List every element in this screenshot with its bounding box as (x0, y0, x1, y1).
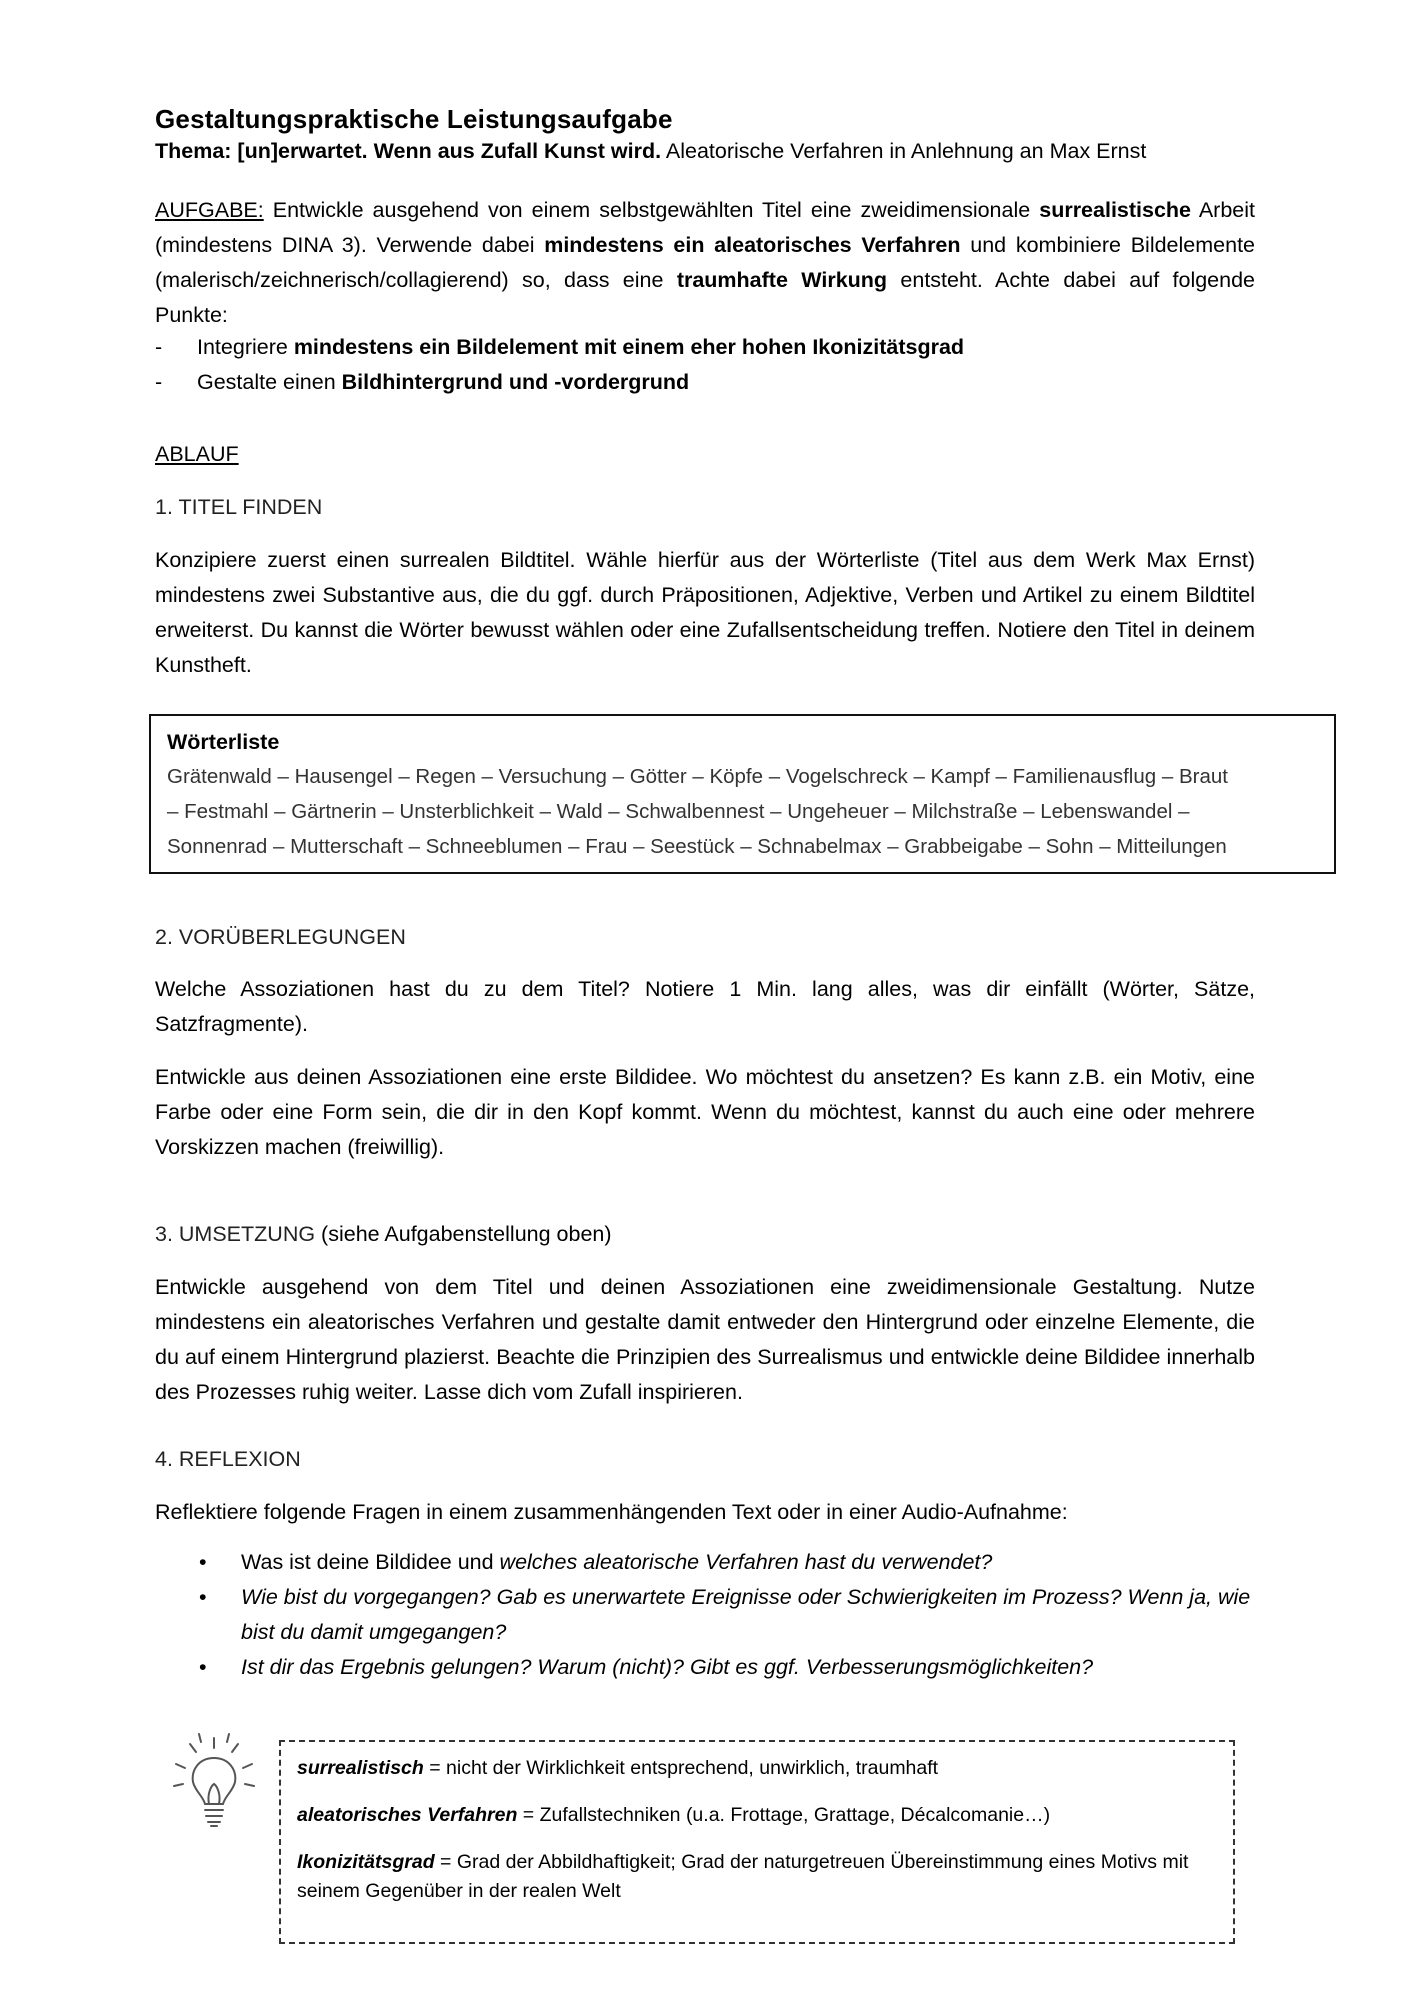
point-bold: mindestens ein Bildelement mit einem eher hohen Ikonizitätsgrad (293, 335, 965, 359)
definition-text: = nicht der Wirklichkeit entsprechend, unwirklich, traumhaft (423, 1757, 939, 1779)
dash-marker: - (155, 370, 163, 394)
question-text: Was ist deine Bildidee und (241, 1550, 500, 1574)
definition-text: = Grad der Abbildhaftigkeit; Grad der naturgetreuen Übereinstimmung eines Motivs mit seinem Gegenüber in der realen Welt (297, 1851, 1189, 1902)
list-item (155, 1580, 1255, 1650)
section-heading-reflexion: 4. REFLEXION (155, 1447, 301, 1471)
wordlist-line: Grätenwald – Hausengel – Regen – Versuchung – Götter – Köpfe – Vogelschreck – Kampf – Familienausflug – Braut (167, 765, 1228, 788)
section-heading-umsetzung: 3. UMSETZUNG (155, 1222, 316, 1246)
reflexion-questions (155, 1545, 1255, 1685)
task-text-3: und kombiniere Bildelemente (malerisch/zeichnerisch/collagierend) so, dass eine (155, 233, 1256, 292)
list-item (155, 1650, 1255, 1685)
point-text: Gestalte einen (197, 370, 342, 394)
task-bold-3: traumhafte Wirkung (676, 268, 888, 292)
definition-item (297, 1848, 1217, 1906)
definitions-box (279, 1740, 1235, 1944)
theme-line (155, 139, 1146, 164)
task-text-2: Arbeit (mindestens DINA 3). Verwende dabei (155, 198, 1256, 257)
section-umsetzung-note: (siehe Aufgabenstellung oben) (315, 1222, 612, 1246)
section-reflexion-intro: Reflektiere folgende Fragen in einem zusammenhängenden Text oder in einer Audio-Aufnahme: (155, 1500, 1068, 1524)
lightbulb-icon (171, 1728, 257, 1838)
question-italic: Ist dir das Ergebnis gelungen? Warum (nicht)? Gibt es ggf. Verbesserungsmöglichkeiten? (241, 1655, 1094, 1679)
task-bold-1: surrealistische (1039, 198, 1192, 222)
point-bold: Bildhintergrund und -vordergrund (341, 370, 690, 394)
bullet-marker: • (199, 1655, 207, 1679)
definition-term: surrealistisch (297, 1757, 424, 1779)
section-heading-umsetzung-line (155, 1217, 612, 1252)
task-bold-2: mindestens ein aleatorisches Verfahren (544, 233, 961, 257)
wordlist-box (149, 714, 1336, 874)
task-points (155, 330, 1255, 400)
ablauf-heading: ABLAUF (155, 442, 239, 466)
point-text: Integriere (197, 335, 294, 359)
list-item (155, 330, 1255, 365)
wordlist-title: Wörterliste (167, 730, 280, 754)
bullet-marker: • (199, 1585, 207, 1609)
page-title: Gestaltungspraktische Leistungsaufgabe (155, 104, 673, 134)
list-item (155, 1545, 1255, 1580)
section-umsetzung-text: Entwickle ausgehend von dem Titel und deinen Assoziationen eine zweidimensionale Gestaltung. Nutze mindestens ein aleatorisches Verfahren und gestalte damit entweder den Hintergrund oder einzelne Elemente, die du auf einem Hintergrund plazierst. Beachte die Prinzipien des Surrealismus und entwickle deine Bildidee innerhalb des Prozesses ruhig weiter. Lasse dich vom Zufall inspirieren. (155, 1275, 1255, 1404)
definition-item (297, 1801, 1217, 1830)
definition-term: aleatorisches Verfahren (297, 1804, 518, 1826)
bullet-marker: • (199, 1550, 207, 1574)
question-italic: welches aleatorische Verfahren hast du verwendet? (499, 1550, 993, 1574)
wordlist-line: Sonnenrad – Mutterschaft – Schneeblumen – Frau – Seestück – Schnabelmax – Grabbeigabe – Sohn – Mitteilungen (167, 835, 1227, 858)
task-paragraph (155, 193, 1255, 333)
section-heading-vorueberlegungen: 2. VORÜBERLEGUNGEN (155, 925, 406, 949)
section-titel-text: Konzipiere zuerst einen surrealen Bildtitel. Wähle hierfür aus der Wörterliste (Titel aus dem Werk Max Ernst) mindestens zwei Substantive aus, die du ggf. durch Präpositionen, Adjektive, Verben und Artikel zu einem Bildtitel erweiterst. Du kannst die Wörter bewusst wählen oder eine Zufallsentscheidung treffen. Notiere den Titel in deinem Kunstheft. (155, 548, 1255, 677)
section-heading-titel: 1. TITEL FINDEN (155, 495, 323, 519)
definition-text: = Zufallstechniken (u.a. Frottage, Grattage, Décalcomanie…) (517, 1804, 1051, 1826)
section-vorueberlegungen-p1: Welche Assoziationen hast du zu dem Titel? Notiere 1 Min. lang alles, was dir einfällt (Wörter, Sätze, Satzfragmente). (155, 977, 1255, 1036)
list-item (155, 365, 1255, 400)
question-italic: Wie bist du vorgegangen? Gab es unerwartete Ereignisse oder Schwierigkeiten im Prozess? Wenn ja, wie bist du damit umgegangen? (241, 1585, 1251, 1644)
definition-item (297, 1754, 1217, 1783)
task-label: AUFGABE: (155, 198, 264, 222)
theme-label: Thema: [un]erwartet. Wenn aus Zufall Kunst wird. (155, 139, 662, 163)
task-text-4: entsteht. Achte dabei auf folgende Punkte: (155, 268, 1256, 327)
wordlist-line: – Festmahl – Gärtnerin – Unsterblichkeit – Wald – Schwalbennest – Ungeheuer – Milchstraße – Lebenswandel – (167, 800, 1190, 823)
task-text-1: Entwickle ausgehend von einem selbstgewählten Titel eine zweidimensionale (263, 198, 1040, 222)
dash-marker: - (155, 335, 163, 359)
theme-rest: Aleatorische Verfahren in Anlehnung an Max Ernst (661, 139, 1147, 163)
section-vorueberlegungen-p2: Entwickle aus deinen Assoziationen eine erste Bildidee. Wo möchtest du ansetzen? Es kann z.B. ein Motiv, eine Farbe oder eine Form sein, die dir in den Kopf kommt. Wenn du möchtest, kannst du auch eine oder mehrere Vorskizzen machen (freiwillig). (155, 1065, 1255, 1159)
definition-term: Ikonizitätsgrad (297, 1851, 435, 1873)
